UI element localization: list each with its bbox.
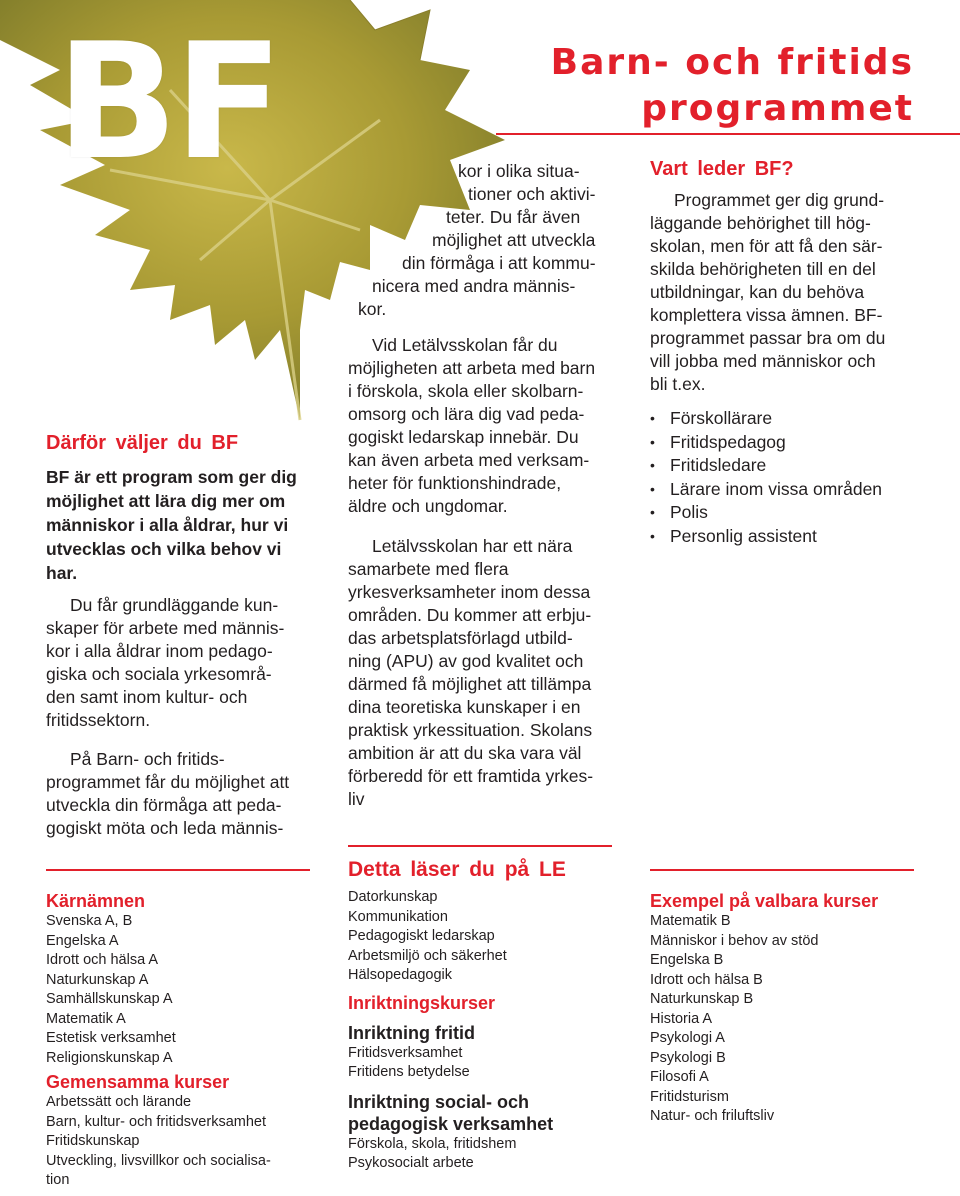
bf-logo: BF	[56, 8, 280, 195]
text-line: din förmåga i att kommu-	[402, 253, 596, 273]
list-item: Förskola, skola, fritidshem	[348, 1135, 517, 1152]
text-line: ambition är att du ska vara väl	[348, 743, 582, 763]
text-line: praktisk yrkessituation. Skolans	[348, 720, 593, 740]
list-item: tion	[46, 1172, 70, 1188]
text-line: utveckla din förmåga att peda-	[46, 795, 282, 815]
text-line: omsorg och lära dig vad peda-	[348, 404, 585, 424]
text-line: den samt inom kultur- och	[46, 687, 248, 707]
list-item: Barn, kultur- och fritidsverksamhet	[46, 1113, 266, 1130]
page-title	[454, 40, 914, 132]
list-item: Fritidens betydelse	[348, 1064, 470, 1080]
text-line: programmet får du möjlighet att	[46, 772, 290, 792]
list-item: Arbetssätt och lärande	[46, 1094, 192, 1110]
middle-paragraph-4	[348, 535, 632, 811]
title-line: programmet	[641, 88, 914, 129]
title-line: Barn- och fritids	[550, 42, 914, 83]
text-line: i förskola, skola eller skolbarn-	[348, 381, 584, 401]
text-line: utbildningar, kan du behöva	[650, 282, 865, 302]
text-line: äldre och ungdomar.	[348, 496, 508, 516]
text-line: komplettera vissa ämnen. BF-	[650, 305, 883, 325]
text-line: möjligheten att arbeta med barn	[348, 358, 596, 378]
list-item: Naturkunskap A	[46, 971, 149, 988]
list-item: Samhällskunskap A	[46, 991, 173, 1007]
list-item: Fritidskunskap	[46, 1133, 140, 1149]
text-line: programmet passar bra om du	[650, 328, 886, 348]
text-line: dina teoretiska kunskaper i en	[348, 697, 581, 717]
list-item: Hälsopedagogik	[348, 967, 452, 983]
heading-line: pedagogisk verksamhet	[348, 1113, 554, 1134]
list-item: Datorkunskap	[348, 889, 438, 905]
list-item: Estetisk verksamhet	[46, 1030, 176, 1046]
text-line: områden. Du kommer att erbju-	[348, 605, 592, 625]
right-heading: Vart leder BF?	[650, 158, 794, 180]
list-item: Historia A	[650, 1010, 713, 1027]
core-subjects-heading: Kärnämnen	[46, 891, 146, 911]
text-line: gogiskt möta och leda männis-	[46, 818, 284, 838]
list-item: Psykologi A	[650, 1030, 725, 1046]
section-divider	[650, 869, 914, 871]
curriculum-heading: Detta läser du på LE	[348, 858, 566, 881]
right-paragraph	[650, 189, 920, 396]
list-item: Människor i behov av stöd	[650, 932, 819, 949]
text-line: skilda behörigheten till en del	[650, 259, 876, 279]
middle-continuation	[348, 160, 632, 321]
list-item: Engelska B	[650, 952, 724, 968]
text-line: samarbete med flera	[348, 559, 509, 579]
text-line: liv	[348, 789, 365, 809]
list-item: Kommunikation	[348, 908, 448, 925]
core-subjects-section	[46, 890, 310, 1191]
text-line: das arbetsplatsförlagd utbild-	[348, 628, 573, 648]
list-item: Religionskunskap A	[46, 1049, 173, 1066]
text-line: kor.	[358, 299, 387, 319]
text-line: giska och sociala yrkesområ-	[46, 664, 272, 684]
social-orientation-heading	[348, 1091, 618, 1135]
list-item: Idrott och hälsa A	[46, 952, 159, 968]
list-item: Svenska A, B	[46, 913, 133, 929]
text-line: tioner och aktivi-	[468, 184, 596, 204]
list-item: Psykosocialt arbete	[348, 1155, 474, 1171]
heading-line: Inriktning social- och	[348, 1091, 530, 1112]
text-line: möjlighet att utveckla	[432, 230, 596, 250]
list-item: Utveckling, livsvillkor och socialisa-	[46, 1152, 271, 1169]
list-item: • Personlig assistent	[650, 525, 940, 549]
text-line: därmed få möjlighet att tillämpa	[348, 674, 592, 694]
text-line: skaper för arbete med männis-	[46, 618, 285, 638]
section-divider	[46, 869, 310, 871]
orientation-courses-heading: Inriktningskurser	[348, 992, 496, 1013]
text-line: skolan, men för att få den sär-	[650, 236, 883, 256]
list-item: Idrott och hälsa B	[650, 971, 763, 988]
elective-courses-heading: Exempel på valbara kurser	[650, 891, 879, 911]
title-divider	[496, 133, 960, 135]
text-line: läggande behörighet till hög-	[650, 213, 871, 233]
list-item: Arbetsmiljö och säkerhet	[348, 947, 507, 964]
career-list	[650, 407, 940, 548]
list-item: • Lärare inom vissa områden	[650, 478, 940, 502]
list-item: Natur- och friluftsliv	[650, 1108, 775, 1124]
left-paragraph-2	[46, 748, 316, 840]
list-item: Fritidsverksamhet	[348, 1044, 463, 1061]
list-item: Pedagogiskt ledarskap	[348, 928, 495, 944]
list-item: Naturkunskap B	[650, 991, 754, 1007]
text-line: Programmet ger dig grund-	[674, 190, 885, 210]
list-item: • Fritidspedagog	[650, 431, 940, 455]
section-divider	[348, 845, 612, 847]
list-item: Psykologi B	[650, 1049, 726, 1066]
left-heading: Därför väljer du BF	[46, 432, 239, 454]
left-paragraph-1	[46, 594, 316, 732]
list-item: • Polis	[650, 501, 940, 525]
leisure-orientation-heading: Inriktning fritid	[348, 1022, 475, 1043]
curriculum-section	[348, 858, 618, 1174]
text-line: Vid Letälvsskolan får du	[372, 335, 558, 355]
text-line: På Barn- och fritids-	[70, 749, 225, 769]
text-line: ning (APU) av god kvalitet och	[348, 651, 584, 671]
middle-paragraph-3	[348, 334, 632, 518]
text-line: Du får grundläggande kun-	[70, 595, 279, 615]
text-line: fritidssektorn.	[46, 710, 151, 730]
text-line: kor i alla åldrar inom pedago-	[46, 641, 273, 661]
text-line: heter för funktionshindrade,	[348, 473, 562, 493]
common-courses-heading: Gemensamma kurser	[46, 1072, 230, 1092]
text-line: vill jobba med människor och	[650, 351, 876, 371]
list-item: Matematik A	[46, 1010, 126, 1027]
list-item: • Fritidsledare	[650, 454, 940, 478]
list-item: Filosofi A	[650, 1069, 709, 1085]
text-line: teter. Du får även	[446, 207, 581, 227]
text-line: gogiskt ledarskap innebär. Du	[348, 427, 579, 447]
elective-courses-section	[650, 890, 940, 1127]
text-line: kan även arbeta med verksam-	[348, 450, 590, 470]
text-line: nicera med andra männis-	[372, 276, 576, 296]
list-item: Matematik B	[650, 913, 731, 929]
text-line: Letälvsskolan har ett nära	[372, 536, 573, 556]
text-line: yrkesverksamheter inom dessa	[348, 582, 591, 602]
text-line: bli t.ex.	[650, 374, 706, 394]
text-line: kor i olika situa-	[458, 161, 580, 181]
list-item: Engelska A	[46, 932, 119, 949]
list-item: • Förskollärare	[650, 407, 940, 431]
intro-text: BF är ett program som ger dig möjlighet att lära dig mer om människor i alla åldrar, hur vi utvecklas och vilka behov vi har.	[46, 467, 297, 583]
text-line: förberedd för ett framtida yrkes-	[348, 766, 594, 786]
list-item: Fritidsturism	[650, 1088, 729, 1105]
